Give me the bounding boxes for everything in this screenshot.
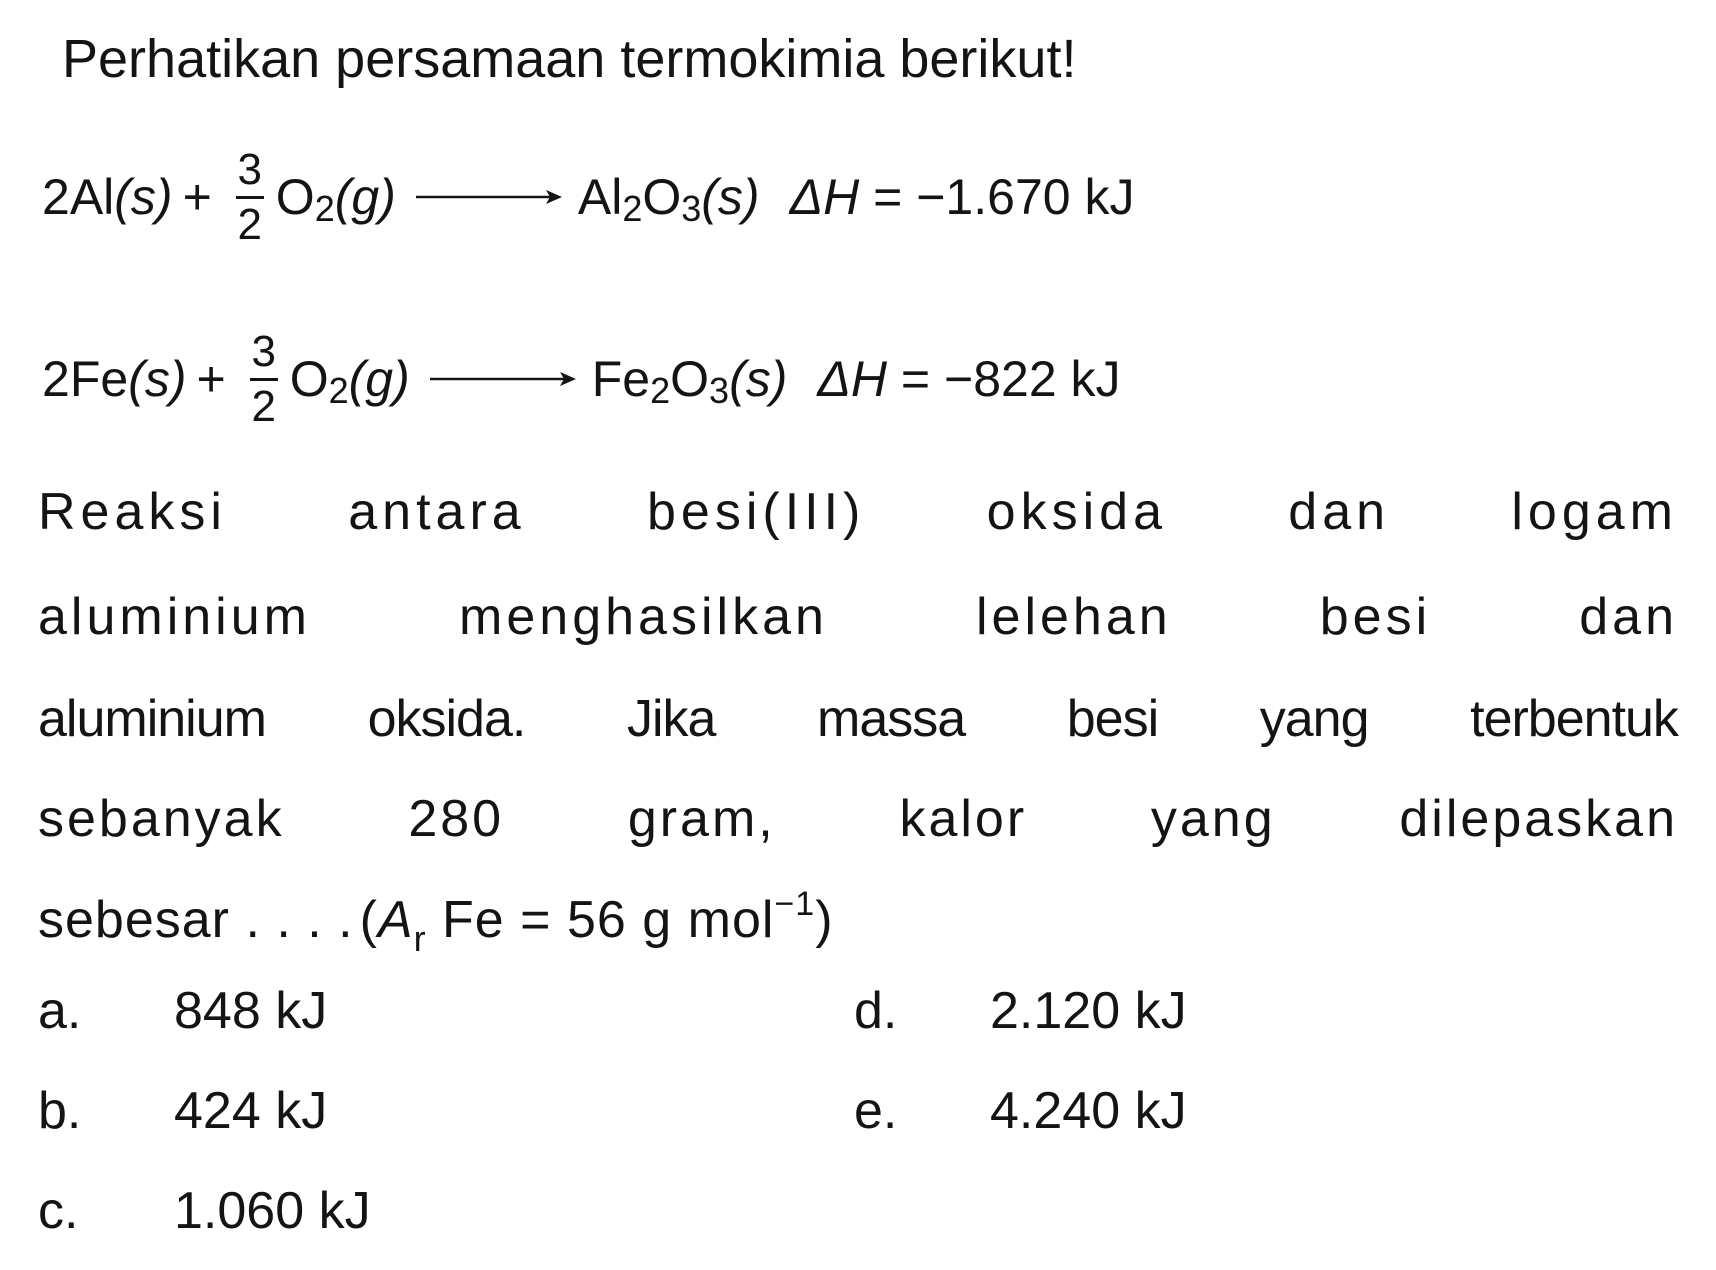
product-symbol: O [670, 351, 710, 407]
option-letter: a. [38, 982, 82, 1040]
oxygen-symbol: O [289, 351, 329, 407]
equation-aluminium [42, 132, 1134, 262]
ar-letter: A [377, 891, 414, 949]
paragraph-line [38, 783, 1678, 855]
word: dilepaskan [1399, 790, 1678, 848]
option-letter: d. [854, 982, 898, 1040]
paragraph-line [38, 581, 1678, 653]
relative-atomic-mass [359, 885, 834, 959]
product-symbol: O [642, 169, 682, 225]
plus-sign: + [182, 169, 212, 225]
option-letter: e. [854, 1082, 898, 1140]
delta-h-value: = −1.670 kJ [859, 169, 1135, 225]
option-value: 4.240 kJ [990, 1082, 1187, 1140]
fraction-bar [236, 196, 264, 199]
word: terbentuk [1470, 690, 1678, 748]
word: antara [348, 483, 526, 541]
word: 280 [408, 790, 505, 848]
paren-open: ( [359, 891, 378, 949]
product-subscript: 2 [622, 188, 643, 229]
option-value: 424 kJ [174, 1082, 328, 1140]
word: aluminium [38, 588, 311, 646]
paren-close: ) [815, 891, 834, 949]
state-label: (g) [334, 169, 396, 225]
delta-h-value: = −822 kJ [887, 351, 1121, 407]
option-value: 2.120 kJ [990, 982, 1187, 1040]
word: kalor [899, 790, 1028, 848]
state-label: (g) [348, 351, 410, 407]
option-b[interactable] [38, 1075, 327, 1147]
ar-subscript: r [413, 918, 427, 959]
word: oksida. [367, 690, 526, 748]
word: yang [1259, 690, 1369, 748]
reaction-arrow-icon [414, 187, 564, 207]
word: menghasilkan [459, 588, 828, 646]
word: massa [817, 690, 966, 748]
option-value: 1.060 kJ [174, 1182, 371, 1240]
word: Reaksi [38, 483, 227, 541]
delta-h-symbol: ΔH [789, 169, 860, 225]
product-subscript: 3 [681, 188, 702, 229]
coefficient: 2 [42, 351, 70, 407]
option-d[interactable] [854, 975, 1187, 1047]
fraction [236, 146, 264, 249]
fraction-denominator: 2 [237, 199, 263, 249]
fraction-numerator: 3 [251, 326, 276, 376]
paragraph-line [38, 476, 1678, 548]
word: oksida [986, 483, 1167, 541]
product-symbol: Al [577, 169, 623, 225]
word: aluminium [38, 690, 266, 748]
oxygen-subscript: 2 [314, 188, 335, 229]
unit-exponent: −1 [774, 885, 816, 923]
fraction [250, 328, 278, 431]
option-c[interactable] [38, 1175, 371, 1247]
element-symbol: Al [69, 169, 115, 225]
option-value: 848 kJ [174, 982, 328, 1040]
element-symbol: Fe [69, 351, 129, 407]
oxygen-symbol: O [275, 169, 315, 225]
state-label: (s) [701, 169, 760, 225]
word: dan [1288, 483, 1391, 541]
oxygen-subscript: 2 [328, 370, 349, 411]
word: besi(III) [647, 483, 866, 541]
word: lelehan [975, 588, 1172, 646]
word: besi [1319, 588, 1432, 646]
word: besi [1066, 690, 1159, 748]
ar-symbol [377, 891, 427, 959]
fraction-denominator: 2 [251, 381, 276, 431]
enthalpy-change [790, 168, 1135, 226]
option-e[interactable] [854, 1075, 1187, 1147]
enthalpy-change [817, 350, 1120, 408]
word: sebanyak [38, 790, 285, 848]
reaction-arrow-icon [428, 369, 578, 389]
paragraph-last-line [38, 884, 1678, 962]
question-prompt: sebesar . . . . [38, 891, 354, 949]
plus-sign: + [196, 351, 226, 407]
fraction-bar [250, 378, 278, 381]
product-subscript: 3 [709, 370, 730, 411]
state-label: (s) [114, 169, 173, 225]
coefficient: 2 [42, 169, 70, 225]
state-label: (s) [128, 351, 187, 407]
product-subscript: 2 [650, 370, 671, 411]
option-a[interactable] [38, 975, 327, 1047]
word: dan [1579, 588, 1678, 646]
equation-iron [42, 314, 1121, 444]
paragraph-line [38, 683, 1678, 755]
question-heading: Perhatikan persamaan termokimia berikut! [62, 29, 1077, 89]
delta-h-symbol: ΔH [817, 351, 888, 407]
state-label: (s) [729, 351, 788, 407]
word: logam [1511, 483, 1678, 541]
option-letter: b. [38, 1082, 82, 1140]
ar-value: Fe = 56 g mol [426, 891, 775, 949]
product-symbol: Fe [591, 351, 651, 407]
word: Jika [626, 690, 716, 748]
word: yang [1150, 790, 1276, 848]
fraction-numerator: 3 [237, 144, 263, 194]
word: gram, [627, 790, 776, 848]
option-letter: c. [38, 1182, 79, 1240]
